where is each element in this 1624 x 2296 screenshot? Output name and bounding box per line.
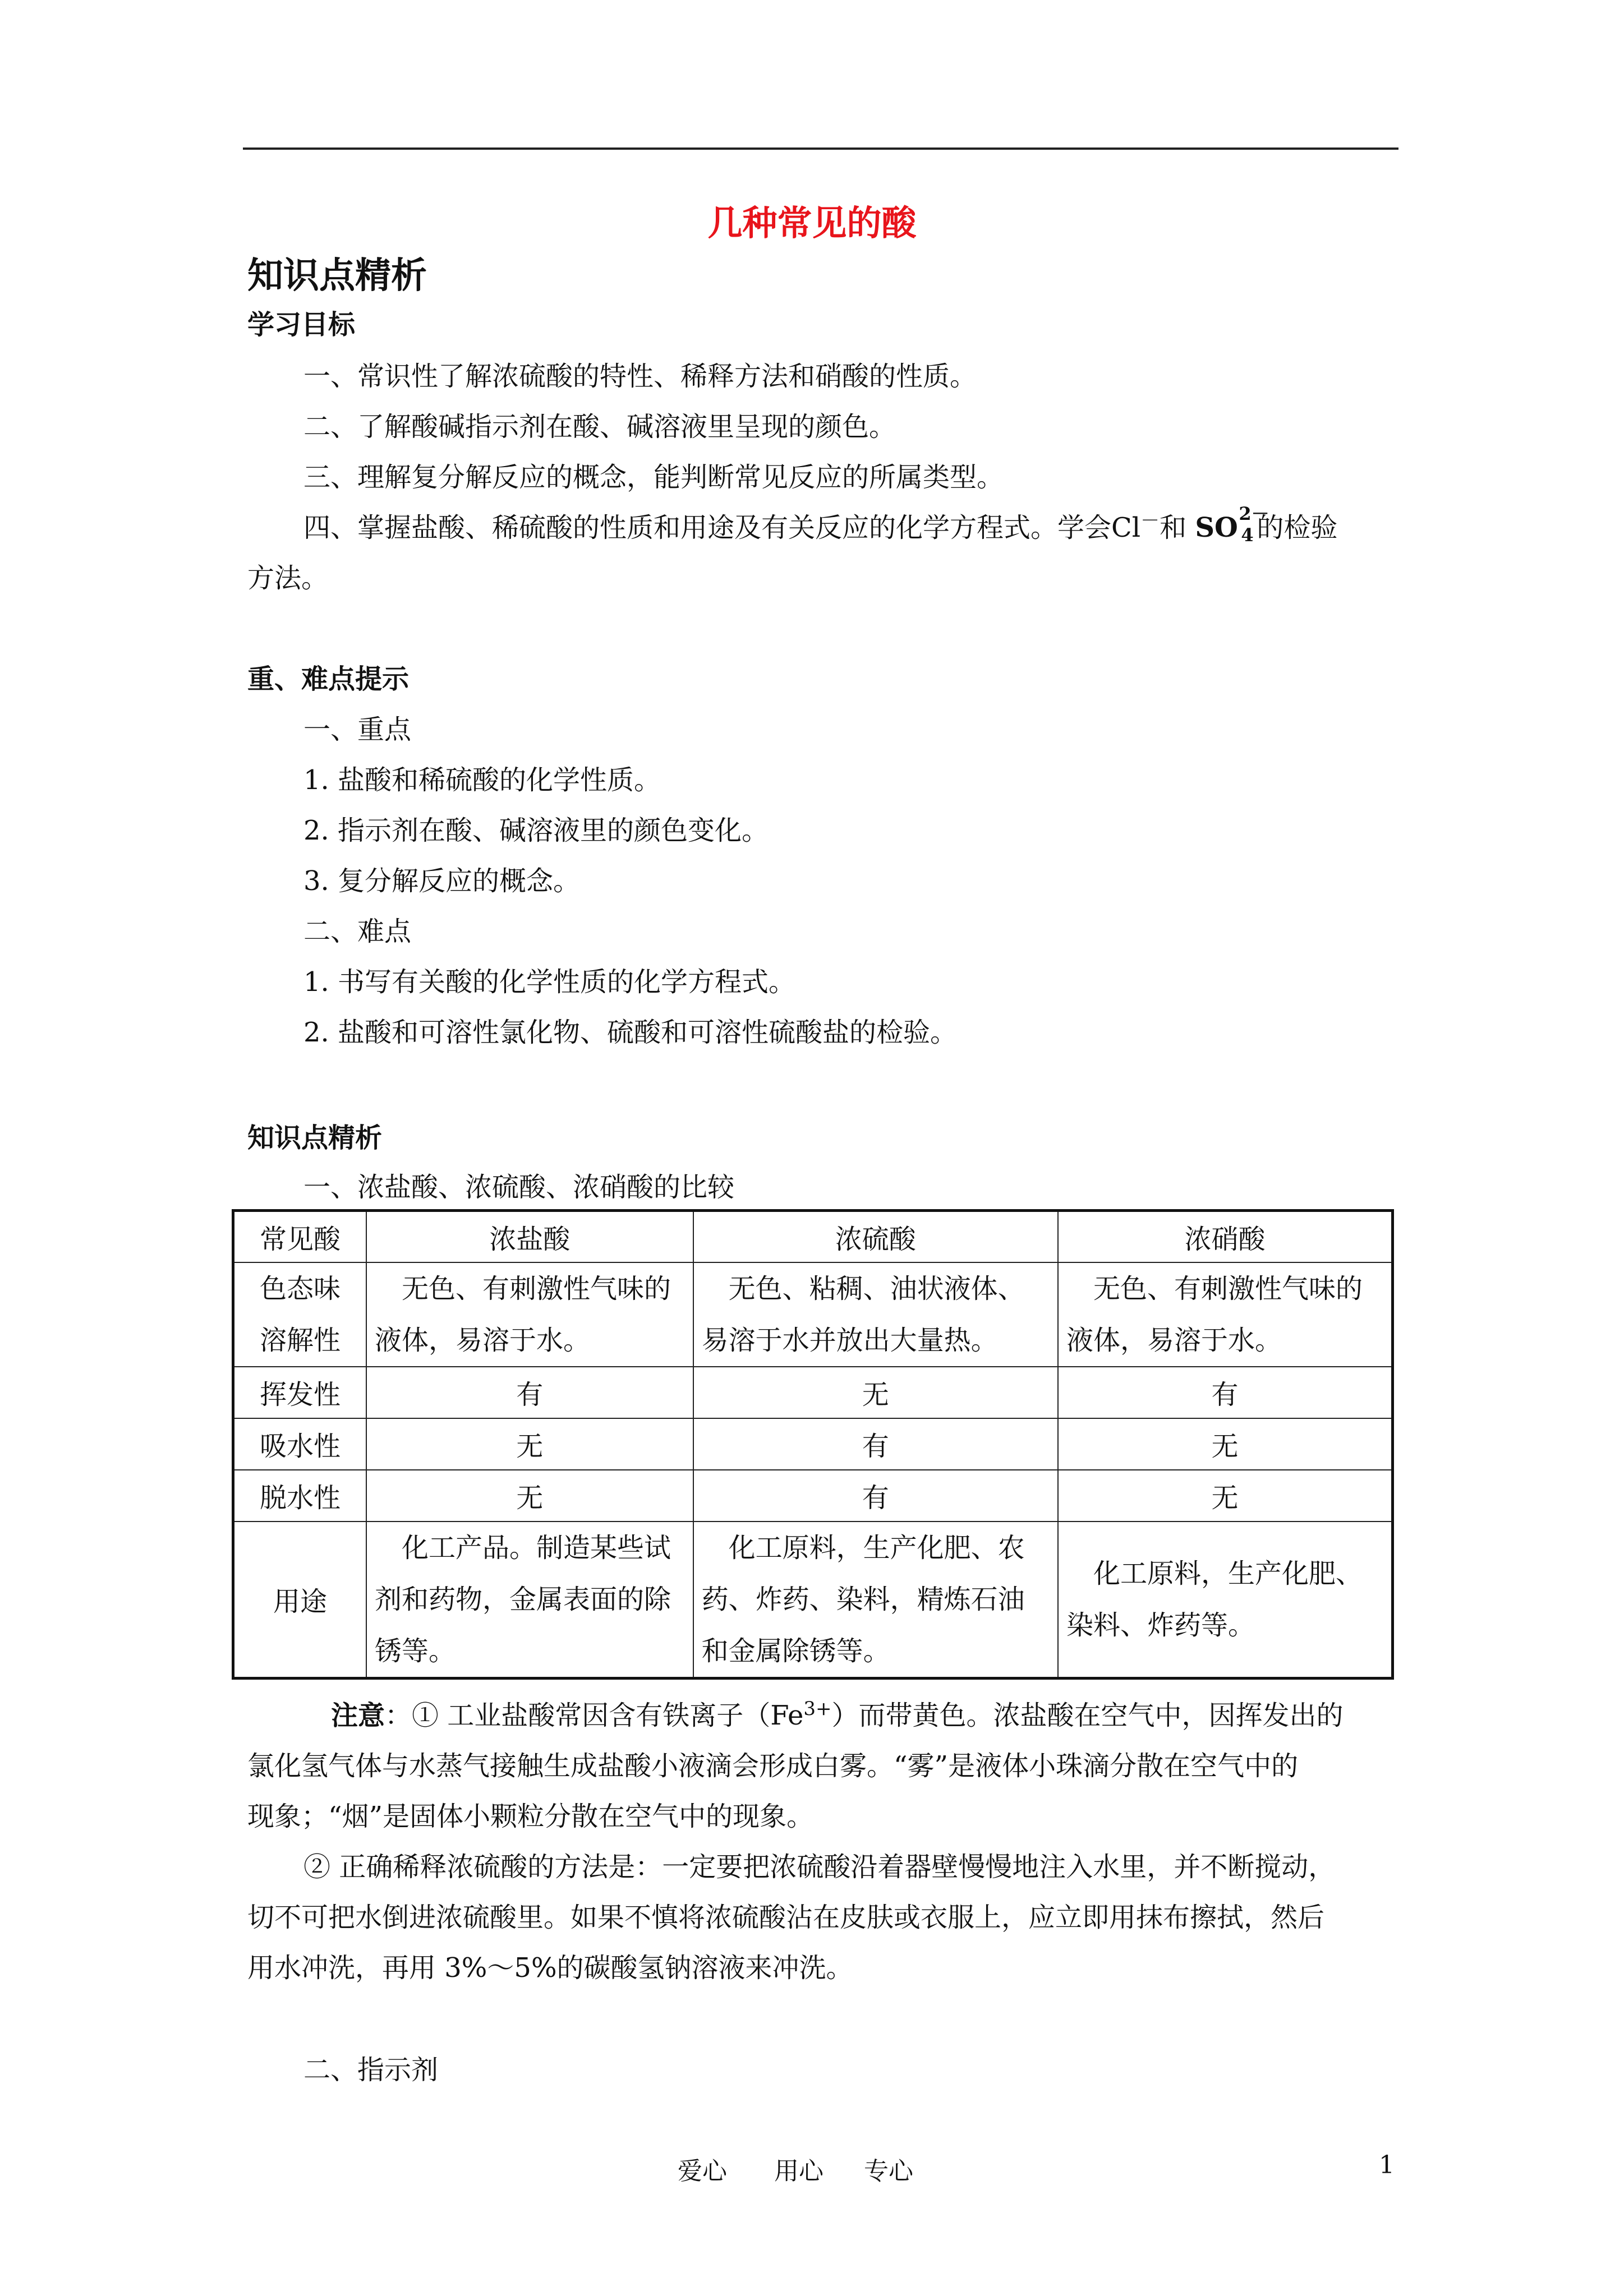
objective-item-4: 四、掌握盐酸、稀硫酸的性质和用途及有关反应的化学方程式。学会Cl－和 SO 2－ 4 的检验 xyxy=(303,503,1338,546)
table-row-label: 用途 xyxy=(233,1522,367,1679)
key-label: 一、重点 xyxy=(303,714,412,745)
note-line: 用水冲洗，再用 3%～5%的碳酸氢钠溶液来冲洗。 xyxy=(247,1952,853,1984)
header-rule xyxy=(243,147,1398,150)
table-row xyxy=(233,1262,1393,1367)
note-line: 切不可把水倒进浓硫酸里。如果不慎将浓硫酸沾在皮肤或衣服上，应立即用抹布擦拭，然后 xyxy=(247,1902,1325,1933)
table-cell: 无 xyxy=(366,1470,693,1522)
difficulty-item: 2. 盐酸和可溶性氯化物、硫酸和可溶性硫酸盐的检验。 xyxy=(303,1017,958,1048)
analysis-subheading: 一、浓盐酸、浓硫酸、浓硝酸的比较 xyxy=(303,1172,735,1203)
sulfate-formula: SO 2－ 4 xyxy=(1195,503,1269,546)
table-cell: 有 xyxy=(366,1367,693,1418)
table-cell: 有 xyxy=(1058,1367,1393,1418)
table-cell: 无 xyxy=(693,1367,1058,1418)
analysis-heading: 知识点精析 xyxy=(247,1122,383,1154)
table-cell: 化工原料，生产化肥、农药、炸药、染料，精炼石油和金属除锈等。 xyxy=(693,1522,1058,1679)
document-title: 几种常见的酸 xyxy=(707,202,917,243)
table-header-cell: 浓盐酸 xyxy=(366,1211,693,1262)
table-cell: 有 xyxy=(693,1470,1058,1522)
table-cell: 无 xyxy=(1058,1470,1393,1522)
chloride-formula: Cl－ xyxy=(1111,510,1160,543)
section-heading: 知识点精析 xyxy=(247,255,427,297)
note-lead: 注意 xyxy=(331,1700,385,1731)
table-row-label: 吸水性 xyxy=(233,1418,367,1470)
table-cell: 化工原料，生产化肥、染料、炸药等。 xyxy=(1058,1522,1393,1679)
table-cell: 化工产品。制造某些试剂和药物，金属表面的除锈等。 xyxy=(366,1522,693,1679)
table-cell: 无色、有刺激性气味的液体，易溶于水。 xyxy=(1058,1262,1393,1367)
objective-item: 三、理解复分解反应的概念，能判断常见反应的所属类型。 xyxy=(303,462,1004,493)
table-cell: 无色、粘稠、油状液体、易溶于水并放出大量热。 xyxy=(693,1262,1058,1367)
difficulty-label: 二、难点 xyxy=(303,916,412,947)
key-item: 1. 盐酸和稀硫酸的化学性质。 xyxy=(303,764,661,796)
note-line: 氯化氢气体与水蒸气接触生成盐酸小液滴会形成白雾。“雾”是液体小珠滴分散在空气中的 xyxy=(247,1750,1299,1782)
note-paragraph-2: ② 正确稀释浓硫酸的方法是：一定要把浓硫酸沿着器壁慢慢地注入水里，并不断搅动， xyxy=(303,1851,1336,1883)
table-cell: 无 xyxy=(366,1418,693,1470)
difficulty-item: 1. 书写有关酸的化学性质的化学方程式。 xyxy=(303,966,796,998)
objective-item-4-text: 四、掌握盐酸、稀硫酸的性质和用途及有关反应的化学方程式。学会 xyxy=(303,512,1112,543)
objective-item: 二、了解酸碱指示剂在酸、碱溶液里呈现的颜色。 xyxy=(303,411,896,442)
keypoints-heading: 重、难点提示 xyxy=(247,663,410,695)
footer-slogan: 爱心 xyxy=(678,2157,727,2186)
table-cell: 有 xyxy=(693,1418,1058,1470)
table-row xyxy=(233,1470,1393,1522)
objectives-heading: 学习目标 xyxy=(247,309,356,340)
footer-slogan: 用心 xyxy=(774,2157,823,2186)
table-header-row xyxy=(233,1211,1393,1262)
table-header-cell: 浓硝酸 xyxy=(1058,1211,1393,1262)
key-item: 3. 复分解反应的概念。 xyxy=(303,865,581,897)
table-row xyxy=(233,1418,1393,1470)
note-line: 现象；“烟”是固体小颗粒分散在空气中的现象。 xyxy=(247,1801,814,1832)
page-number: 1 xyxy=(1379,2151,1395,2179)
table-row-label: 脱水性 xyxy=(233,1470,367,1522)
footer-slogan: 专心 xyxy=(864,2157,913,2186)
note-paragraph-1: 注意：① 工业盐酸常因含有铁离子$(Fe^{3+})$而带黄色。浓盐酸在空气中，因挥发出的 xyxy=(331,1698,1344,1731)
table-cell: 无 xyxy=(1058,1418,1393,1470)
table-row xyxy=(233,1522,1393,1679)
objective-item-4-cont: 方法。 xyxy=(247,563,329,594)
table-header-cell: 浓硫酸 xyxy=(693,1211,1058,1262)
key-item: 2. 指示剂在酸、碱溶液里的颜色变化。 xyxy=(303,815,769,846)
table-row-label: 色态味 溶解性 xyxy=(233,1262,367,1367)
table-header-cell: 常见酸 xyxy=(233,1211,367,1262)
acid-comparison-table xyxy=(232,1209,1394,1680)
table-cell: 无色、有刺激性气味的液体，易溶于水。 xyxy=(366,1262,693,1367)
analysis-subheading-2: 二、指示剂 xyxy=(303,2054,439,2086)
table-row-label: 挥发性 xyxy=(233,1367,367,1418)
table-row xyxy=(233,1367,1393,1418)
objective-item: 一、常识性了解浓硫酸的特性、稀释方法和硝酸的性质。 xyxy=(303,361,977,392)
